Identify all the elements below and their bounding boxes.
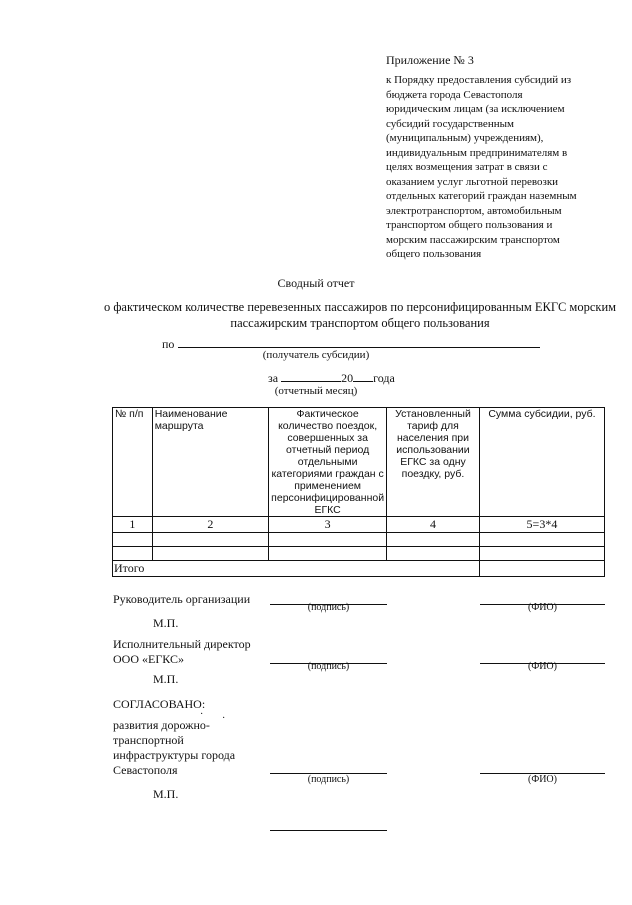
appendix-line: индивидуальным предпринимателям в [386, 146, 568, 159]
director-label-line: Исполнительный директор [113, 637, 251, 651]
signature-caption: (подпись) [307, 602, 350, 613]
total-label: Итого [113, 561, 480, 577]
recipient-caption: (получатель субсидии) [262, 349, 370, 361]
name-caption: (ФИО) [527, 661, 557, 672]
stamp-placeholder: М.П. [153, 672, 179, 686]
department-line: транспортной [113, 733, 184, 747]
stray-mark: · [200, 709, 204, 720]
year-field[interactable] [353, 369, 373, 382]
table-number-row [113, 517, 605, 533]
period-suffix: года [373, 371, 395, 385]
table-cell[interactable] [152, 547, 268, 561]
table-total-row [113, 561, 605, 577]
appendix-title: Приложение № 3 [386, 53, 474, 67]
table-cell[interactable] [152, 533, 268, 547]
signature-caption: (подпись) [307, 774, 350, 785]
appendix-line: к Порядку предоставления субсидий из [386, 74, 572, 86]
col-number: 3 [269, 517, 387, 533]
col-number: 5=3*4 [479, 517, 604, 533]
appendix-line: транспортом общего пользования и [386, 219, 553, 231]
col-header-route: Наименование маршрута [152, 408, 268, 517]
signature-caption: (подпись) [307, 661, 350, 672]
table-cell[interactable] [269, 547, 387, 561]
table-cell[interactable] [269, 533, 387, 547]
table-cell[interactable] [479, 533, 604, 547]
table-header-row [113, 408, 605, 517]
table-row [113, 533, 605, 547]
appendix-line: (муниципальным) учреждениям), [386, 132, 544, 144]
appendix-line: отдельных категорий граждан наземным [386, 190, 577, 202]
appendix-line: целях возмещения затрат в связи с [386, 161, 548, 173]
appendix-line: оказанием услуг льготной перевозки [386, 175, 559, 188]
month-field[interactable] [281, 369, 341, 382]
total-value-cell[interactable] [479, 561, 604, 577]
report-table [112, 407, 605, 577]
appendix-line: субсидий государственным [386, 117, 514, 130]
table-row [113, 547, 605, 561]
col-number: 2 [152, 517, 268, 533]
po-label: по [162, 337, 175, 351]
appendix-line: морским пассажирским транспортом [386, 233, 560, 246]
appendix-line: юридическим лицам (за исключением [386, 103, 565, 115]
period-year: 20 [341, 371, 354, 385]
department-label [113, 718, 235, 778]
col-header-trips: Фактическое количество поездок, совершенных за отчетный период отдельными категориями граждан с применением персонифицированной ЕГКС [269, 408, 387, 517]
stamp-placeholder: М.П. [153, 616, 179, 630]
department-line: инфраструктуры города [113, 748, 236, 762]
table-cell[interactable] [113, 533, 153, 547]
report-subtitle [100, 299, 620, 331]
col-header-number: № п/п [113, 408, 153, 517]
department-line: развития дорожно- [113, 718, 210, 732]
appendix-line: электротранспортом, автомобильным [386, 204, 562, 217]
table-cell[interactable] [113, 547, 153, 561]
appendix-line: общего пользования [386, 248, 482, 260]
recipient-field[interactable] [178, 347, 540, 348]
name-caption: (ФИО) [527, 602, 557, 613]
report-subtitle-line: пассажирским транспортом общего пользования [230, 316, 490, 330]
director-label-line: ООО «ЕГКС» [113, 652, 184, 666]
department-line: Севастополя [113, 763, 178, 777]
director-label [113, 637, 251, 667]
table-cell[interactable] [479, 547, 604, 561]
report-subtitle-line: о фактическом количестве перевезенных пассажиров по персонифицированным ЕКГС морским [103, 300, 617, 314]
table-cell[interactable] [387, 547, 480, 561]
period-prefix: за [268, 371, 279, 385]
appendix-line: бюджета города Севастополя [386, 88, 523, 101]
col-header-subsidy: Сумма субсидии, руб. [479, 408, 604, 517]
table-cell[interactable] [387, 533, 480, 547]
stray-mark: · [222, 713, 226, 724]
head-label: Руководитель организации [113, 592, 251, 606]
report-title: Сводный отчет [277, 276, 355, 290]
col-number: 1 [113, 517, 153, 533]
extra-signature-line[interactable] [270, 830, 387, 831]
col-number: 4 [387, 517, 480, 533]
name-caption: (ФИО) [527, 774, 557, 785]
month-caption: (отчетный месяц) [274, 385, 358, 397]
stamp-placeholder: М.П. [153, 787, 179, 801]
col-header-tariff: Установленный тариф для населения при использовании ЕГКС за одну поездку, руб. [387, 408, 480, 517]
period-row [268, 369, 395, 386]
appendix-text [386, 73, 601, 262]
agreed-label: СОГЛАСОВАНО: [113, 697, 206, 711]
